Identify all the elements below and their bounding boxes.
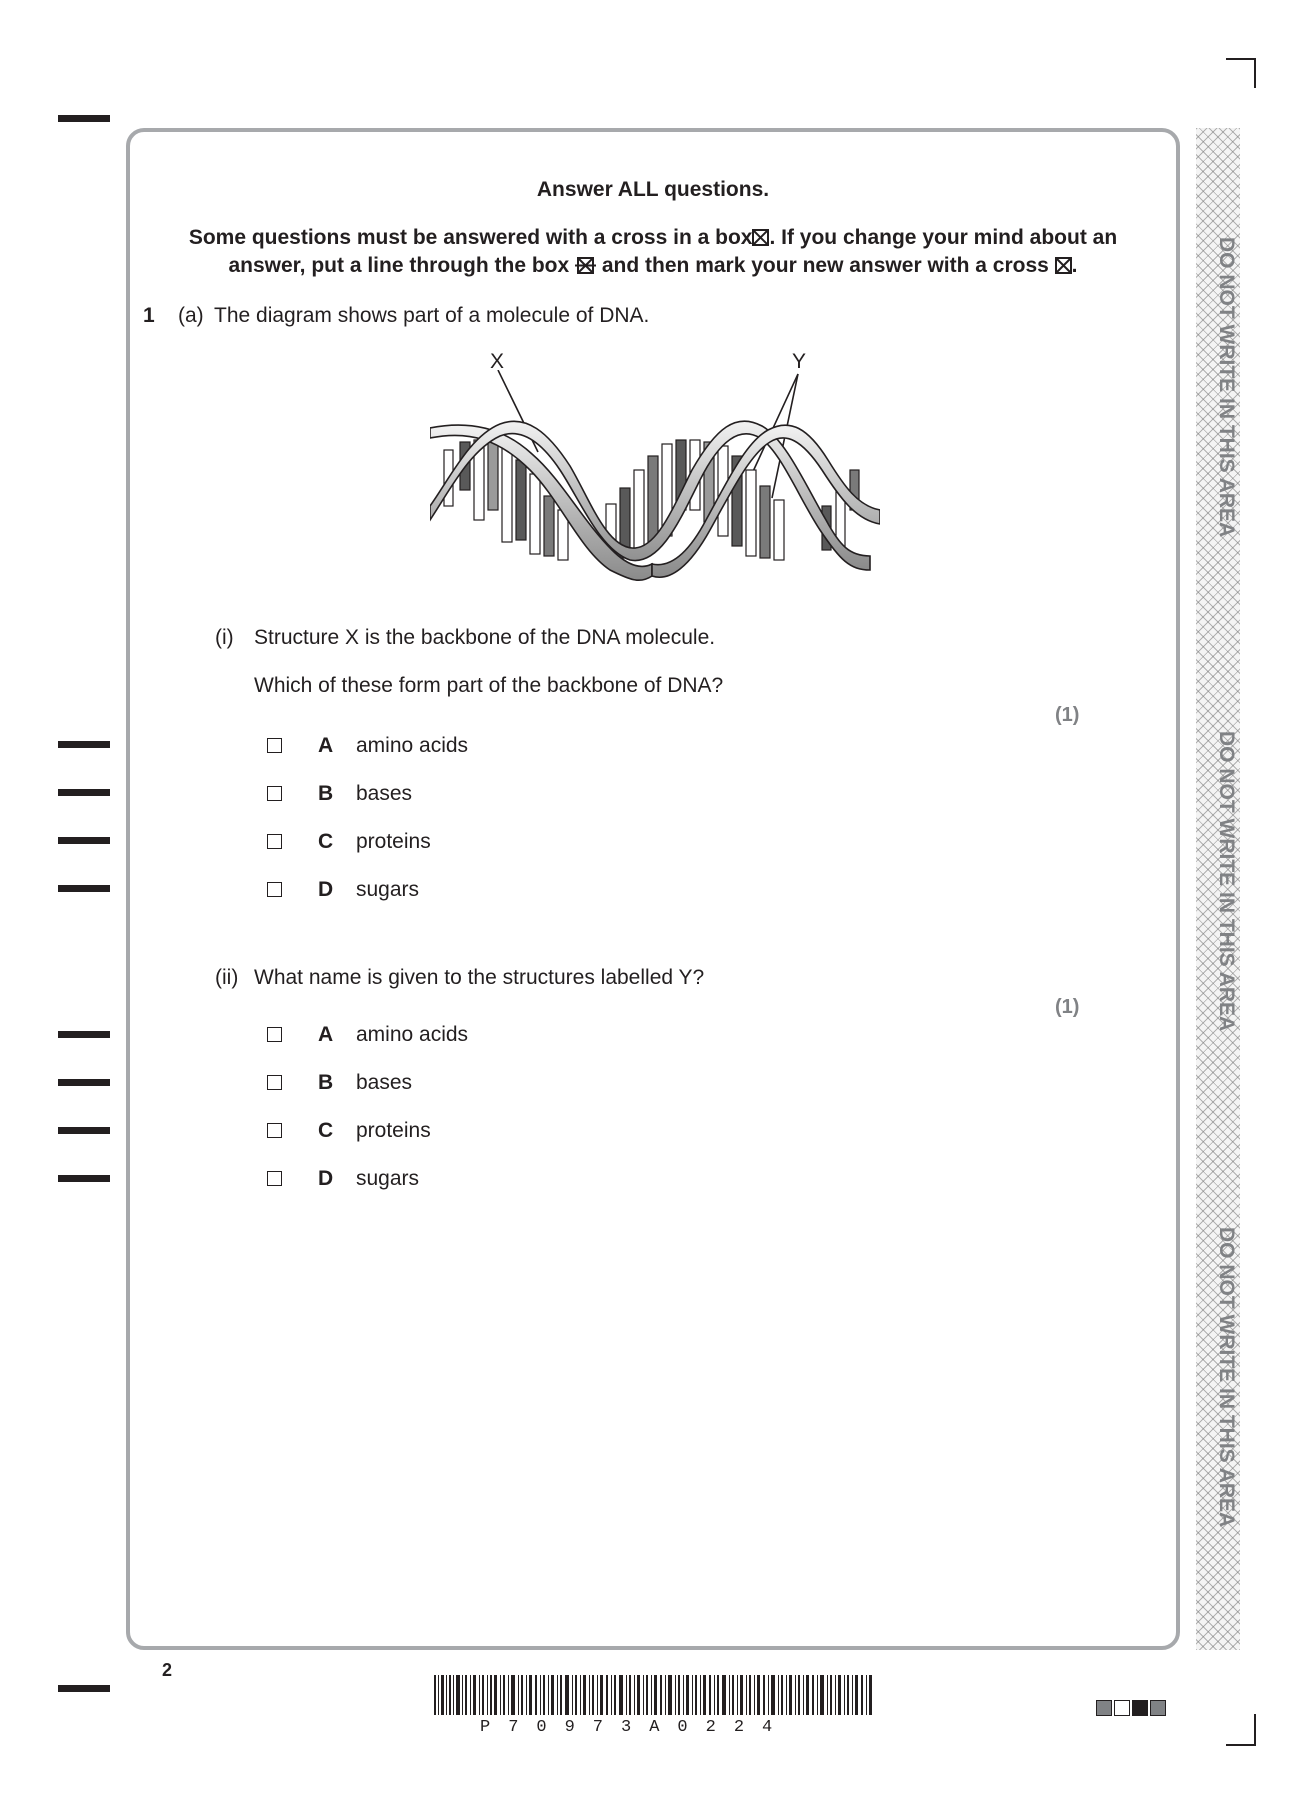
do-not-write-label: DO NOT WRITE IN THIS AREA <box>1215 236 1238 538</box>
answer-checkbox[interactable] <box>267 1123 282 1138</box>
answer-checkbox[interactable] <box>267 1171 282 1186</box>
option-text: sugars <box>356 878 420 901</box>
barcode <box>434 1675 872 1715</box>
do-not-write-label: DO NOT WRITE IN THIS AREA <box>1215 1226 1238 1528</box>
answer-frame <box>126 128 1180 1650</box>
diagram-label-y: Y <box>792 350 807 373</box>
answer-checkbox[interactable] <box>267 882 282 897</box>
margin-mark <box>58 1031 110 1038</box>
dna-diagram <box>430 370 880 592</box>
option-letter: D <box>318 878 334 901</box>
margin-mark <box>58 1127 110 1134</box>
subquestion-label: (i) <box>215 626 234 649</box>
diagram-label-x: X <box>490 350 505 373</box>
subquestion-text: Which of these form part of the backbone of DNA? <box>254 674 724 697</box>
instructions-text: answer, put a line through the box <box>228 254 570 277</box>
question-part: (a) <box>178 304 204 327</box>
option-letter: A <box>318 1023 334 1046</box>
instructions-line-2 <box>126 254 1180 278</box>
margin-mark <box>58 1079 110 1086</box>
do-not-write-label: DO NOT WRITE IN THIS AREA <box>1215 730 1238 1032</box>
page-number: 2 <box>162 1660 173 1680</box>
margin-mark <box>58 837 110 844</box>
registration-block <box>1114 1700 1130 1716</box>
registration-block <box>1150 1700 1166 1716</box>
crop-mark-bottom-right-v <box>1254 1714 1256 1744</box>
option-text: amino acids <box>356 734 469 757</box>
option-letter: B <box>318 782 334 805</box>
question-number: 1 <box>143 304 155 327</box>
margin-mark <box>58 789 110 796</box>
marks-available: (1) <box>1055 996 1080 1018</box>
answer-checkbox[interactable] <box>267 786 282 801</box>
margin-mark <box>58 1175 110 1182</box>
answer-checkbox[interactable] <box>267 1075 282 1090</box>
crossed-box-icon <box>1055 257 1072 274</box>
margin-mark <box>58 115 110 122</box>
page-heading: Answer ALL questions. <box>536 178 770 201</box>
option-letter: C <box>318 830 334 853</box>
crop-mark-bottom-right <box>1226 1744 1256 1746</box>
answer-checkbox[interactable] <box>267 738 282 753</box>
registration-block <box>1096 1700 1112 1716</box>
marks-available: (1) <box>1055 704 1080 726</box>
option-text: bases <box>356 782 413 805</box>
instructions-text: and then mark your new answer with a cross <box>601 254 1049 277</box>
instructions-text: Some questions must be answered with a cross in a box <box>188 226 753 249</box>
struck-crossed-box-icon <box>575 257 596 274</box>
instructions-line-1 <box>126 226 1180 250</box>
subquestion-text: Structure X is the backbone of the DNA molecule. <box>254 626 716 649</box>
subquestion-text: What name is given to the structures labelled Y? <box>254 966 705 989</box>
subquestion-label: (ii) <box>215 966 239 989</box>
registration-block <box>1132 1700 1148 1716</box>
answer-checkbox[interactable] <box>267 1027 282 1042</box>
answer-checkbox[interactable] <box>267 834 282 849</box>
option-text: amino acids <box>356 1023 469 1046</box>
option-letter: C <box>318 1119 334 1142</box>
instructions-text: . If you change your mind about an <box>769 226 1118 249</box>
crop-mark-top-right <box>1226 58 1256 60</box>
option-text: bases <box>356 1071 413 1094</box>
instructions-text: . <box>1071 254 1078 277</box>
crop-mark-top-right-v <box>1254 58 1256 88</box>
option-letter: D <box>318 1167 334 1190</box>
option-text: proteins <box>356 830 431 853</box>
option-letter: B <box>318 1071 334 1094</box>
margin-mark <box>58 885 110 892</box>
margin-mark <box>58 1685 110 1692</box>
registration-blocks <box>1096 1700 1166 1716</box>
option-text: sugars <box>356 1167 420 1190</box>
option-letter: A <box>318 734 334 757</box>
crossed-box-icon <box>752 229 769 246</box>
question-stem: The diagram shows part of a molecule of DNA. <box>214 304 650 327</box>
barcode-digits: P70973A0224 <box>480 1718 791 1737</box>
margin-mark <box>58 741 110 748</box>
option-text: proteins <box>356 1119 431 1142</box>
